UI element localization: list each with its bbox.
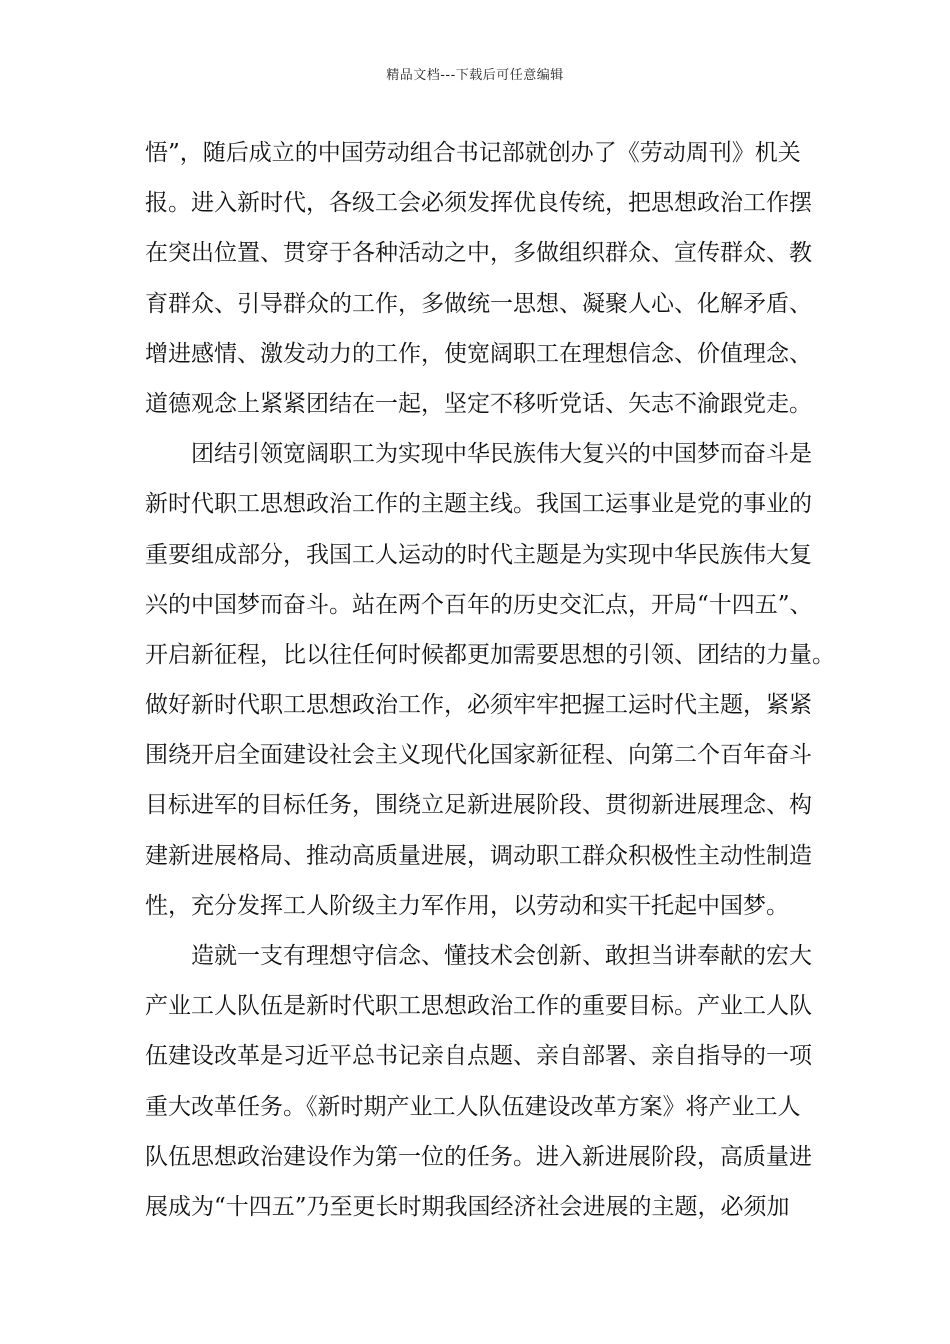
text-line: 重要组成部分，我国工人运动的时代主题是为实现中华民族伟大复 <box>145 541 812 568</box>
text-line: 围绕开启全面建设社会主义现代化国家新征程、向第二个百年奋斗 <box>145 742 812 769</box>
text-line: 建新进展格局、推动高质量进展，调动职工群众积极性主动性制造 <box>145 842 812 869</box>
text-line: 在突出位置、贯穿于各种活动之中，多做组织群众、宣传群众、教 <box>145 240 812 267</box>
text-line: 做好新时代职工思想政治工作，必须牢牢把握工运时代主题，紧紧 <box>145 692 812 719</box>
text-line: 重大改革任务。《新时期产业工人队伍建设改革方案》将产业工人 <box>145 1093 801 1120</box>
text-line: 目标进军的目标任务，围绕立足新进展阶段、贯彻新进展理念、构 <box>145 792 812 819</box>
paragraph-first-line: 团结引领宽阔职工为实现中华民族伟大复兴的中国梦而奋斗是 <box>191 441 812 468</box>
text-line: 新时代职工思想政治工作的主题主线。我国工运事业是党的事业的 <box>145 491 812 518</box>
text-line: 产业工人队伍是新时代职工思想政治工作的重要目标。产业工人队 <box>145 993 812 1020</box>
text-line: 性，充分发挥工人阶级主力军作用，以劳动和实干托起中国梦。 <box>145 892 789 919</box>
paragraph-first-line: 造就一支有理想守信念、懂技术会创新、敢担当讲奉献的宏大 <box>191 943 812 969</box>
text-line: 伍建设改革是习近平总书记亲自点题、亲自部署、亲自指导的一项 <box>145 1043 812 1070</box>
page-header: 精品文档---下载后可任意编辑 <box>386 68 564 83</box>
text-line: 队伍思想政治建设作为第一位的任务。进入新进展阶段，高质量进 <box>145 1143 812 1170</box>
body-text <box>145 128 835 1232</box>
text-line: 育群众、引导群众的工作，多做统一思想、凝聚人心、化解矛盾、 <box>145 290 812 317</box>
text-line: 增进感情、激发动力的工作，使宽阔职工在理想信念、价值理念、 <box>145 340 812 367</box>
text-line: 报。进入新时代，各级工会必须发挥优良传统，把思想政治工作摆 <box>145 190 812 217</box>
text-line: 悟”，随后成立的中国劳动组合书记部就创办了《劳动周刊》机关 <box>145 140 801 166</box>
text-line: 道德观念上紧紧团结在一起，坚定不移听党话、矢志不渝跟党走。 <box>145 390 812 417</box>
text-line: 开启新征程，比以往任何时候都更加需要思想的引领、团结的力量。 <box>145 641 835 668</box>
text-line: 展成为“十四五”乃至更长时期我国经济社会进展的主题，必须加 <box>145 1193 790 1220</box>
text-line: 兴的中国梦而奋斗。站在两个百年的历史交汇点，开局“十四五”、 <box>145 591 813 618</box>
